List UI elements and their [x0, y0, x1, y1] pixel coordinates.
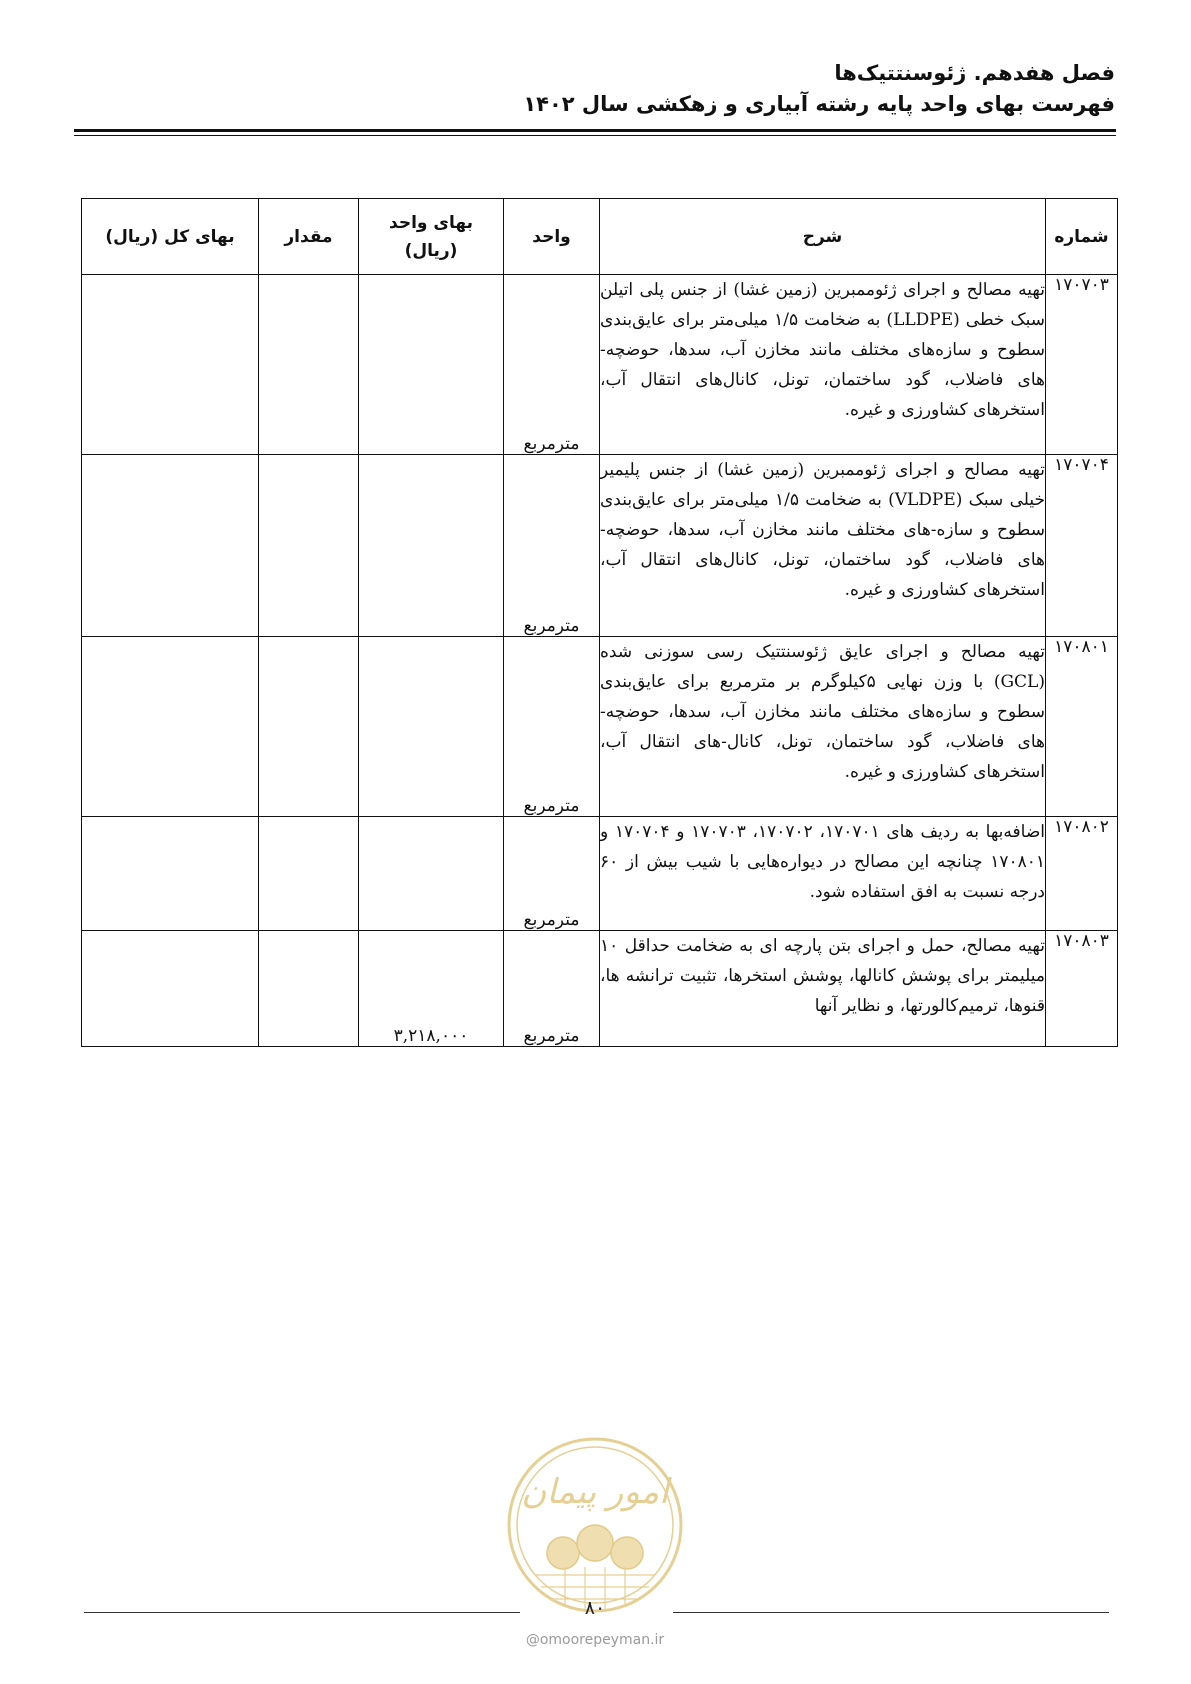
- column-header-unit-price: [359, 199, 504, 275]
- item-total-price: [82, 275, 259, 455]
- document-title: فهرست بهای واحد پایه رشته آبیاری و زهکشی سال ۱۴۰۲: [523, 92, 1115, 116]
- item-unit: مترمربع: [504, 637, 600, 817]
- item-quantity: [259, 931, 359, 1047]
- seal-text: امور پیمان: [521, 1472, 669, 1512]
- table-row: [82, 817, 1118, 931]
- unit-price-header-line2: (ریال): [404, 240, 458, 261]
- footer-rule-right: [673, 1612, 1109, 1613]
- header-rule-thin: [74, 135, 1116, 136]
- item-description: تهیه مصالح و اجرای ژئوممبرین (زمین غشا) از جنس پلی اتیلن سبک خطی (LLDPE) به ضخامت ۱/۵ میلی‌متر برای عایق‌بندی سطوح و سازه‌های مختلف مانند مخازن آب، سدها، حوضچه-های فاضلاب، گود ساختمان، تونل، کانال‌های انتقال آب، استخرهای کشاورزی و غیره.: [600, 275, 1046, 455]
- table-row: [82, 455, 1118, 637]
- table-row: [82, 637, 1118, 817]
- item-unit: مترمربع: [504, 275, 600, 455]
- item-quantity: [259, 275, 359, 455]
- item-unit-price: ۳,۲۱۸,۰۰۰: [359, 931, 504, 1047]
- item-description: تهیه مصالح و اجرای ژئوممبرین (زمین غشا) از جنس پلیمیر خیلی سبک (VLDPE) به ضخامت ۱/۵ میلی‌متر برای عایق‌بندی سطوح و سازه-های مختلف مانند مخازن آب، سدها، حوضچه-های فاضلاب، گود ساختمان، تونل، کانال‌های انتقال آب، استخرهای کشاورزی و غیره.: [600, 455, 1046, 637]
- item-quantity: [259, 637, 359, 817]
- item-unit-price: [359, 637, 504, 817]
- item-description: تهیه مصالح و اجرای عایق ژئوسنتتیک رسی سوزنی شده (GCL) با وزن نهایی ۵کیلوگرم بر مترمربع برای عایق‌بندی سطوح و سازه‌های مختلف مانند مخازن آب، سدها، حوضچه-های فاضلاب، گود ساختمان، تونل، کانال-های انتقال آب، استخرهای کشاورزی و غیره.: [600, 637, 1046, 817]
- page-number: ۸۰: [584, 1597, 606, 1619]
- chapter-title: فصل هفدهم. ژئوسنتتیک‌ها: [834, 61, 1115, 85]
- column-header-description: شرح: [600, 199, 1046, 275]
- table-row: [82, 931, 1118, 1047]
- watermark-seal-logo: [505, 1435, 685, 1615]
- item-unit-price: [359, 817, 504, 931]
- item-unit-price: [359, 455, 504, 637]
- page-header: [75, 58, 1115, 120]
- price-list-table: [81, 198, 1118, 1047]
- footer-rule-left: [84, 1612, 520, 1613]
- unit-price-header-line1: بهای واحد: [389, 212, 473, 233]
- item-unit-price: [359, 275, 504, 455]
- item-number: ۱۷۰۸۰۲: [1046, 817, 1118, 931]
- item-total-price: [82, 931, 259, 1047]
- item-total-price: [82, 817, 259, 931]
- item-number: ۱۷۰۸۰۱: [1046, 637, 1118, 817]
- column-header-unit: واحد: [504, 199, 600, 275]
- column-header-total-price: بهای کل (ریال): [82, 199, 259, 275]
- item-number: ۱۷۰۷۰۳: [1046, 275, 1118, 455]
- item-description: اضافه‌بها به ردیف های ۱۷۰۷۰۱، ۱۷۰۷۰۲، ۱۷۰۷۰۳ و ۱۷۰۷۰۴ و ۱۷۰۸۰۱ چنانچه این مصالح در دیواره‌هایی با شیب بیش از ۶۰ درجه نسبت به افق استفاده شود.: [600, 817, 1046, 931]
- item-total-price: [82, 455, 259, 637]
- table-header-row: [82, 199, 1118, 275]
- table-row: [82, 275, 1118, 455]
- item-total-price: [82, 637, 259, 817]
- item-unit: مترمربع: [504, 455, 600, 637]
- item-unit: مترمربع: [504, 931, 600, 1047]
- column-header-quantity: مقدار: [259, 199, 359, 275]
- column-header-number: شماره: [1046, 199, 1118, 275]
- website-watermark: @omoorepeyman.ir: [525, 1632, 665, 1648]
- item-number: ۱۷۰۸۰۳: [1046, 931, 1118, 1047]
- item-quantity: [259, 817, 359, 931]
- item-unit: مترمربع: [504, 817, 600, 931]
- item-number: ۱۷۰۷۰۴: [1046, 455, 1118, 637]
- header-rule-thick: [74, 129, 1116, 132]
- item-quantity: [259, 455, 359, 637]
- item-description: تهیه مصالح، حمل و اجرای بتن پارچه ای به ضخامت حداقل ۱۰ میلیمتر برای پوشش کانالها، پوشش استخرها، تثبیت ترانشه ها، قنوها، ترمیم‌کالورتها، و نظایر آنها: [600, 931, 1046, 1047]
